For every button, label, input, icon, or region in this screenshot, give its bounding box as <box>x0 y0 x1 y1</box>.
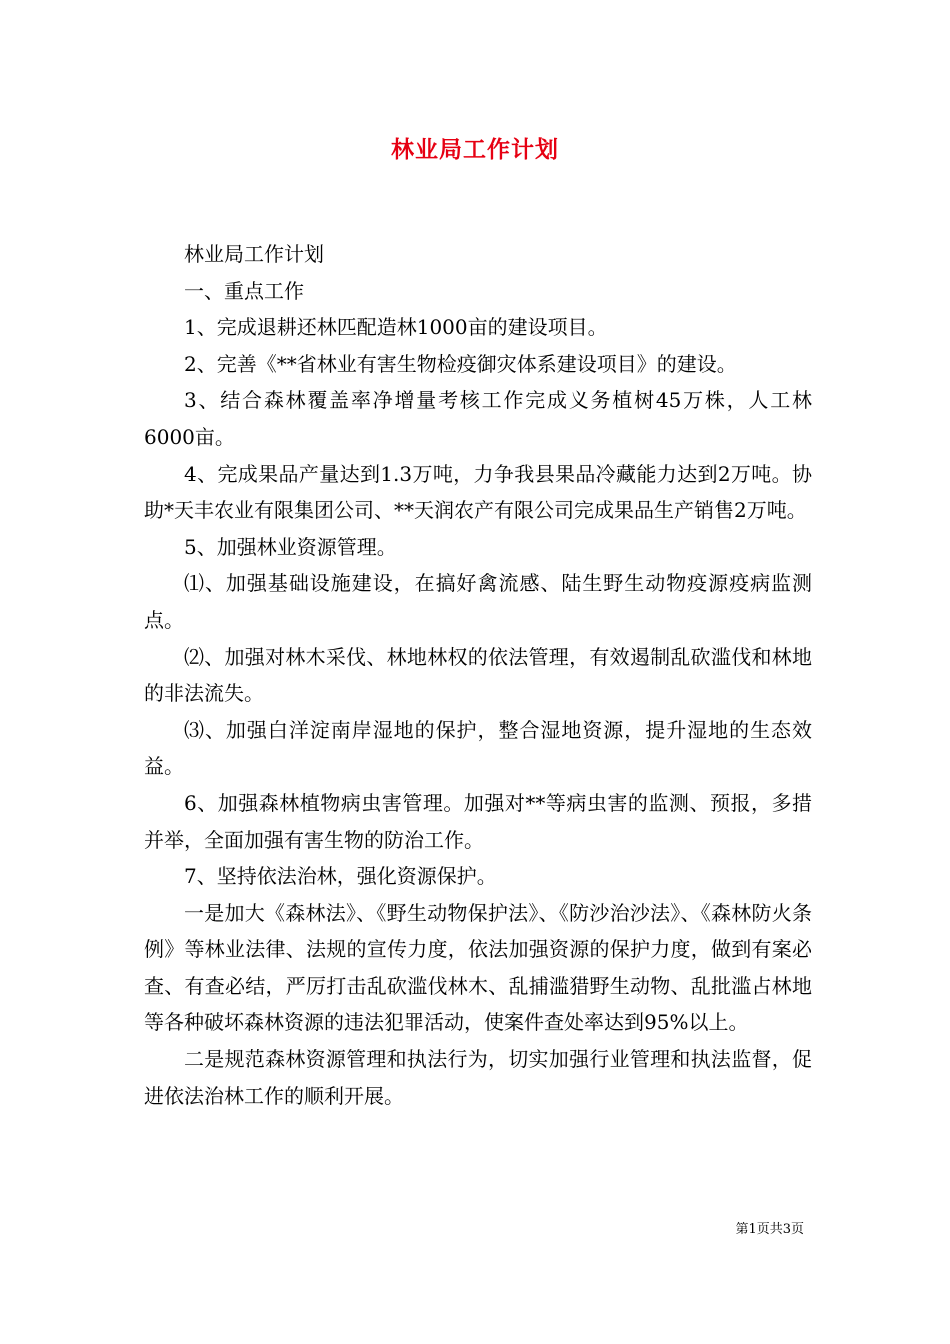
paragraph: 3、结合森林覆盖率净增量考核工作完成义务植树45万株，人工林6000亩。 <box>144 388 812 449</box>
paragraph: 7、坚持依法治林，强化资源保护。 <box>184 864 497 889</box>
paragraph: 4、完成果品产量达到1.3万吨，力争我县果品冷藏能力达到2万吨。协助*天丰农业有限集团公司、**天润农产有限公司完成果品生产销售2万吨。 <box>144 461 812 523</box>
paragraph: ⑶、加强白洋淀南岸湿地的保护，整合湿地资源，提升湿地的生态效益。 <box>144 717 812 779</box>
paragraph: ⑴、加强基础设施建设，在搞好禽流感、陆生野生动物疫源疫病监测点。 <box>144 571 812 632</box>
document-title: 林业局工作计划 <box>391 136 559 163</box>
paragraph: 二是规范森林资源管理和执法行为，切实加强行业管理和执法监督，促进依法治林工作的顺利开展。 <box>144 1047 812 1108</box>
paragraph: 2、完善《**省林业有害生物检疫御灾体系建设项目》的建设。 <box>184 351 737 376</box>
paragraph: 一是加大《森林法》、《野生动物保护法》、《防沙治沙法》、《森林防火条例》等林业法律、法规的宣传力度，依法加强资源的保护力度，做到有案必查、有查必结，严厉打击乱砍滥伐林木、乱捕滥猎野生动物、乱批滥占林地等各种破坏森林资源的违法犯罪活动，使案件查处率达到95%以上。 <box>144 900 812 1035</box>
document-body <box>144 236 812 1114</box>
paragraph: 1、完成退耕还林匹配造林1000亩的建设项目。 <box>184 315 608 340</box>
paragraph: 5、加强林业资源管理。 <box>184 534 397 559</box>
paragraph: ⑵、加强对林木采伐、林地林权的依法管理，有效遏制乱砍滥伐和林地的非法流失。 <box>144 644 812 706</box>
paragraph: 一、重点工作 <box>184 278 304 303</box>
paragraph: 6、加强森林植物病虫害管理。加强对**等病虫害的监测、预报，多措并举，全面加强有害生物的防治工作。 <box>144 790 812 852</box>
paragraph: 林业局工作计划 <box>184 242 324 266</box>
page-number: 第1页共3页 <box>735 1222 804 1237</box>
